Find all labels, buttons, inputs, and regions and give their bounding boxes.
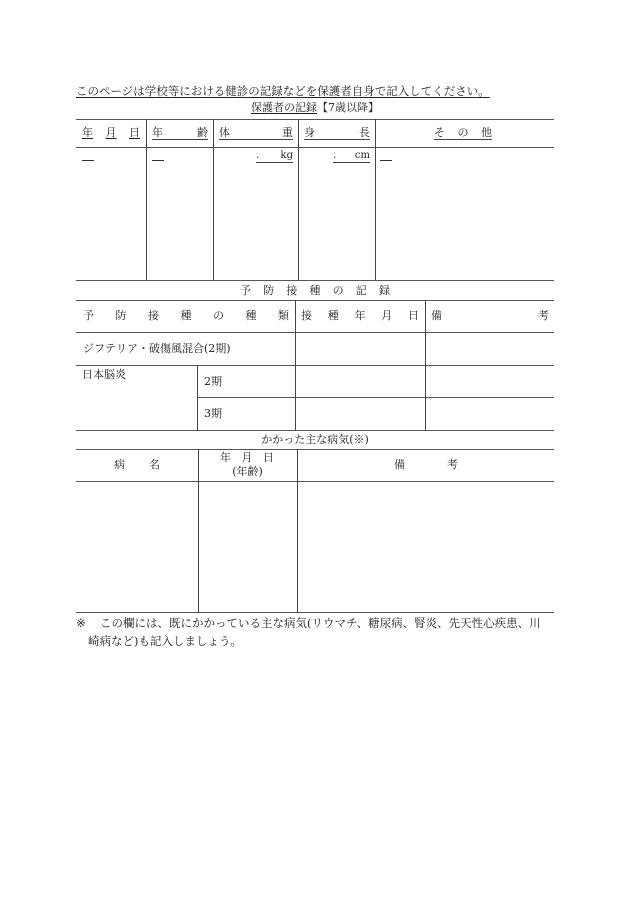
guardian-header-age bbox=[152, 126, 208, 140]
header-char: 日 bbox=[408, 309, 419, 322]
header-char: 備 bbox=[394, 458, 405, 471]
header-char: 月 bbox=[241, 451, 253, 464]
guardian-col-divider-4 bbox=[375, 119, 376, 280]
header-char: 月 bbox=[105, 126, 117, 139]
date-entry-field[interactable] bbox=[82, 160, 94, 161]
header-char: 考 bbox=[538, 309, 549, 322]
guardian-col-divider-2 bbox=[213, 119, 214, 280]
header-char: 月 bbox=[381, 309, 393, 322]
guardian-record-title-suffix: 【7歳以降】 bbox=[317, 101, 379, 114]
header-char: 接 bbox=[301, 309, 312, 322]
footnote-line-1: この欄には、既にかかっている主な病気(リウマチ、糖尿病、腎炎、先天性心疾患、川 bbox=[100, 616, 541, 630]
footnote-line-2: 崎病など)も記入しましょう。 bbox=[88, 634, 242, 648]
decimal-point: . bbox=[256, 150, 260, 161]
header-char: 類 bbox=[278, 309, 289, 322]
header-char: 年 bbox=[82, 126, 93, 139]
header-char: 身 bbox=[304, 126, 315, 139]
guardian-header-other bbox=[434, 126, 492, 140]
weight-unit: kg bbox=[280, 150, 293, 161]
illness-table-bottom-border bbox=[76, 612, 554, 613]
illness-record-title: かかった主な病気(※) bbox=[261, 433, 369, 446]
title-char: 予 bbox=[240, 284, 251, 297]
vaccine-je-period2-label: 2期 bbox=[204, 375, 222, 388]
header-char: 年 bbox=[354, 309, 366, 322]
header-char: 重 bbox=[282, 126, 293, 139]
vaccine-je2-date-cell[interactable] bbox=[296, 366, 425, 397]
header-char: 日 bbox=[263, 451, 274, 464]
illness-name-cell[interactable] bbox=[77, 482, 198, 612]
vaccine-dpt-label: ジフテリア・破傷風混合(2期) bbox=[83, 342, 231, 355]
vaccine-je3-notes-cell[interactable] bbox=[426, 398, 554, 430]
height-unit: cm bbox=[354, 150, 370, 161]
header-char: 種 bbox=[327, 309, 339, 322]
header-char: 年 bbox=[220, 451, 231, 464]
guardian-header-height bbox=[304, 126, 370, 140]
footnote-mark: ※ bbox=[76, 616, 86, 630]
illness-notes-cell[interactable] bbox=[298, 482, 554, 612]
guardian-header-date bbox=[82, 126, 140, 140]
header-char: そ bbox=[434, 126, 445, 139]
header-char: 備 bbox=[431, 309, 442, 322]
vaccine-je3-date-cell[interactable] bbox=[296, 398, 425, 430]
intro-text: このページは学校等における健診の記録などを保護者自身で記入してください。 bbox=[76, 84, 490, 98]
header-char: 防 bbox=[115, 309, 127, 322]
header-char: 病 bbox=[114, 458, 125, 471]
header-char: 予 bbox=[83, 309, 94, 322]
header-char: 種 bbox=[245, 309, 257, 322]
header-char: 齢 bbox=[197, 126, 208, 139]
illness-header-date bbox=[220, 451, 274, 465]
guardian-record-title-main: 保護者の記録 bbox=[251, 101, 317, 114]
guardian-record-title bbox=[0, 101, 630, 115]
header-char: 種 bbox=[180, 309, 192, 322]
guardian-table-header-border bbox=[76, 147, 554, 148]
illness-header-notes bbox=[394, 458, 458, 472]
vaccination-header-type bbox=[83, 309, 289, 323]
height-entry-field[interactable] bbox=[333, 150, 370, 163]
header-char: 他 bbox=[481, 126, 492, 139]
title-char: 録 bbox=[378, 284, 390, 297]
guardian-header-weight bbox=[219, 126, 293, 140]
header-char: 接 bbox=[148, 309, 159, 322]
header-char: の bbox=[213, 309, 224, 322]
title-char: の bbox=[332, 284, 344, 297]
illness-date-cell[interactable] bbox=[199, 482, 297, 612]
illness-header-top-border bbox=[76, 449, 554, 450]
guardian-col-divider-3 bbox=[298, 119, 299, 280]
header-char: 日 bbox=[129, 126, 140, 139]
title-char: 記 bbox=[355, 284, 367, 297]
decimal-point: . bbox=[333, 150, 337, 161]
vaccination-table-bottom-border bbox=[76, 430, 554, 431]
vaccine-je-label: 日本脳炎 bbox=[82, 368, 126, 381]
vaccine-je-period3-label: 3期 bbox=[204, 407, 222, 420]
header-char: 体 bbox=[219, 126, 230, 139]
vaccine-je2-notes-cell[interactable] bbox=[426, 366, 554, 397]
vaccine-dpt-notes-cell[interactable] bbox=[426, 333, 554, 365]
guardian-col-divider-1 bbox=[146, 119, 147, 280]
vaccination-header-top-border bbox=[76, 300, 554, 301]
illness-header-name bbox=[114, 458, 160, 472]
guardian-table-top-border bbox=[76, 119, 554, 120]
header-char: 年 bbox=[152, 126, 163, 139]
vaccination-header-date bbox=[301, 309, 419, 323]
vaccination-record-title bbox=[240, 284, 390, 298]
guardian-table-bottom-border bbox=[76, 280, 554, 281]
vaccination-subcol-divider bbox=[197, 365, 198, 430]
weight-entry-field[interactable] bbox=[256, 150, 293, 163]
header-char: 名 bbox=[149, 458, 160, 471]
title-char: 防 bbox=[263, 284, 275, 297]
header-char: 長 bbox=[359, 126, 370, 139]
vaccine-dpt-date-cell[interactable] bbox=[296, 333, 425, 365]
illness-header-age: (年齢) bbox=[232, 465, 263, 478]
header-char: の bbox=[457, 126, 469, 139]
age-entry-field[interactable] bbox=[152, 160, 164, 161]
other-entry-field[interactable] bbox=[380, 160, 392, 161]
header-char: 考 bbox=[447, 458, 458, 471]
title-char: 種 bbox=[309, 284, 321, 297]
title-char: 接 bbox=[286, 284, 298, 297]
vaccination-header-notes bbox=[431, 309, 549, 323]
